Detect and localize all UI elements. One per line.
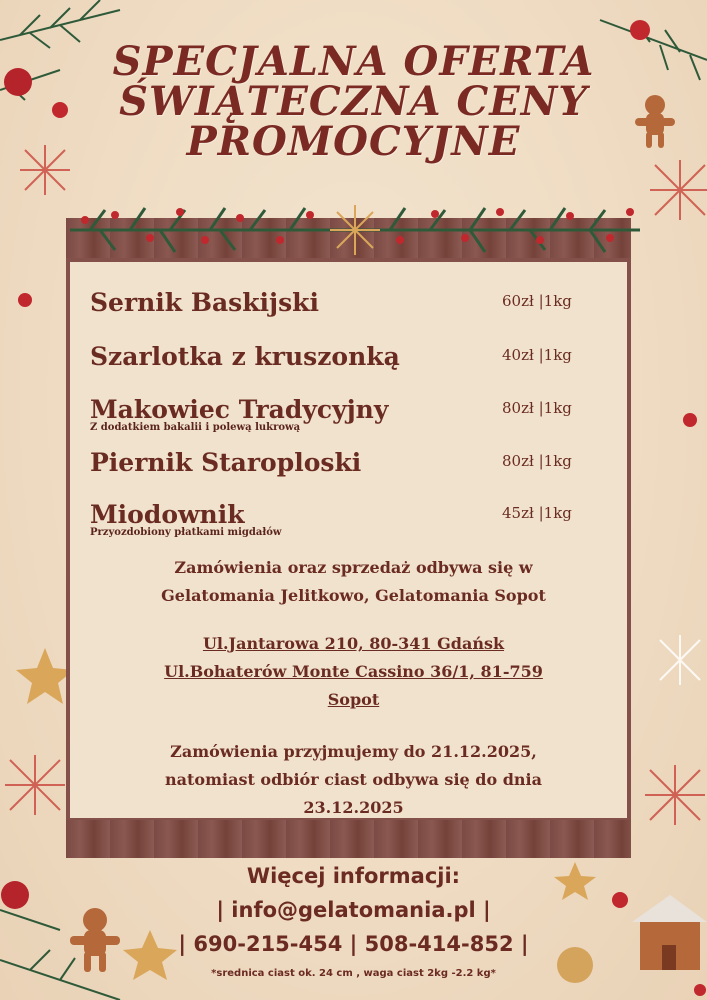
wood-plank-bottom (66, 820, 631, 858)
title-line-2: ŚWIĄTECZNA CENY (119, 78, 588, 125)
deadline-line-2: natomiast odbiór ciast odbywa się do dnia (165, 770, 542, 789)
item-note: Z dodatkiem bakalii i polewą lukrową (90, 422, 301, 433)
contact-email[interactable]: | info@gelatomania.pl | (216, 898, 491, 922)
snowflake-icon (5, 755, 65, 815)
contact-phones[interactable]: | 690-215-454 | 508-414-852 | (178, 932, 529, 956)
snowflake-icon (660, 635, 700, 685)
item-price: 80zł |1kg (502, 399, 572, 417)
gold-snowflake-icon (330, 205, 380, 255)
menu-item (90, 448, 590, 477)
item-name: Makowiec Tradycyjny (90, 395, 389, 424)
item-note: Przyozdobiony płatkami migdałów (90, 527, 282, 538)
orders-line-1: Zamówienia oraz sprzedaż odbywa się w (174, 558, 533, 577)
item-name: Piernik Staroploski (90, 448, 362, 477)
menu-item (90, 342, 590, 371)
ornament-icon (18, 293, 32, 307)
item-price: 40zł |1kg (502, 346, 572, 364)
addresses (70, 630, 637, 714)
menu-item (90, 395, 590, 433)
cake-size-footnote: *srednica ciast ok. 24 cm , waga ciast 2kg -2.2 kg* (211, 968, 496, 979)
title-line-1: SPECJALNA OFERTA (112, 38, 595, 85)
title-line-3: PROMOCYJNE (186, 118, 521, 165)
address-sopot-link[interactable]: Ul.Bohaterów Monte Cassino 36/1, 81-759 (164, 662, 543, 681)
item-price: 60zł |1kg (502, 292, 572, 310)
item-price: 45zł |1kg (502, 504, 572, 522)
contact-heading: Więcej informacji: (246, 864, 461, 888)
deadline-info (70, 738, 637, 822)
page-title (0, 38, 707, 165)
deadline-line-1: Zamówienia przyjmujemy do 21.12.2025, (170, 742, 537, 761)
ornament-icon (630, 20, 650, 40)
item-name: Sernik Baskijski (90, 288, 319, 317)
ornament-icon (694, 984, 706, 996)
snowflake-icon (650, 160, 707, 220)
address-gdansk-link[interactable]: Ul.Jantarowa 210, 80-341 Gdańsk (202, 634, 505, 653)
menu-item (90, 288, 590, 317)
menu-item (90, 500, 590, 538)
item-price: 80zł |1kg (502, 452, 572, 470)
ornament-icon (683, 413, 697, 427)
garland-decoration (70, 190, 640, 270)
deadline-line-3: 23.12.2025 (303, 798, 404, 817)
orders-info (70, 554, 637, 610)
snowflake-icon (645, 765, 705, 825)
address-sopot-city-link[interactable]: Sopot (327, 690, 380, 709)
item-name: Miodownik (90, 500, 245, 529)
orders-line-2: Gelatomania Jelitkowo, Gelatomania Sopot (161, 586, 546, 605)
item-name: Szarlotka z kruszonką (90, 342, 400, 371)
